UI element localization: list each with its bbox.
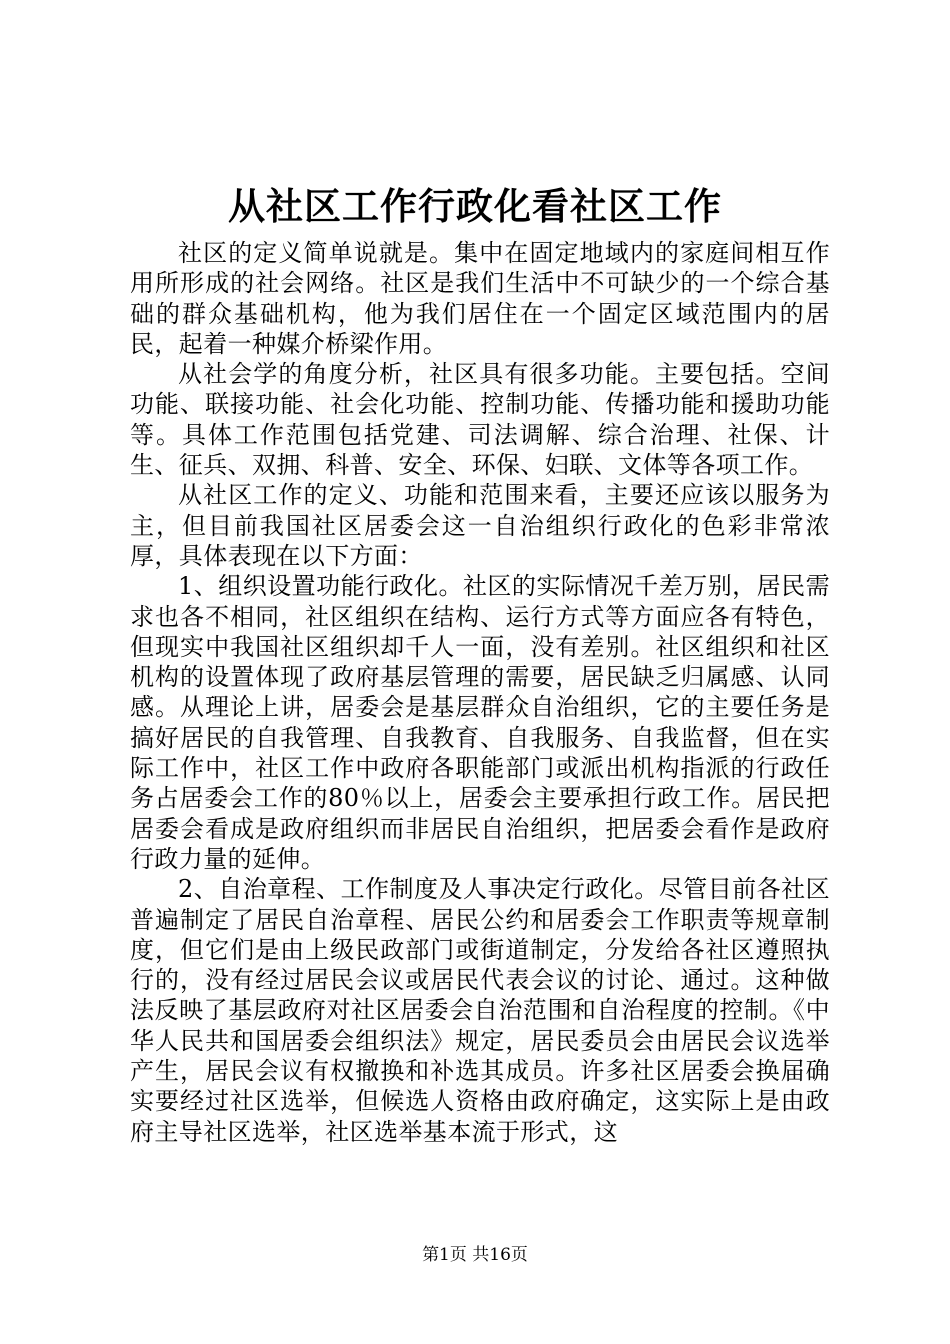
document-title: 从社区工作行政化看社区工作 (228, 184, 722, 228)
paragraph: 从社区工作的定义、功能和范围来看，主要还应该以服务为主，但目前我国社区居委会这一自治组织行政化的色彩非常浓厚，具体表现在以下方面： (130, 481, 830, 570)
page-number-footer: 第1页 共16页 (422, 1245, 528, 1265)
paragraph: 社区的定义简单说就是。集中在固定地域内的家庭间相互作用所形成的社会网络。社区是我们生活中不可缺少的一个综合基础的群众基础机构，他为我们居住在一个固定区域范围内的居民，起着一种媒介桥梁作用。 (130, 239, 830, 358)
paragraph: 2、自治章程、工作制度及人事决定行政化。尽管目前各社区普遍制定了居民自治章程、居民公约和居委会工作职责等规章制度，但它们是由上级民政部门或街道制定，分发给各社区遵照执行的，没有经过居民会议或居民代表会议的讨论、通过。这种做法反映了基层政府对社区居委会自治范围和自治程度的控制。《中华人民共和国居委会组织法》规定，居民委员会由居民会议选举产生，居民会议有权撤换和补选其成员。许多社区居委会换届确实要经过社区选举，但候选人资格由政府确定，这实际上是由政府主导社区选举，社区选举基本流于形式，这 (130, 875, 830, 1146)
document-body (130, 238, 830, 1147)
paragraph: 1、组织设置功能行政化。社区的实际情况千差万别，居民需求也各不相同，社区组织在结构、运行方式等方面应各有特色，但现实中我国社区组织却千人一面，没有差别。社区组织和社区机构的设置体现了政府基层管理的需要，居民缺乏归属感、认同感。从理论上讲，居委会是基层群众自治组织，它的主要任务是搞好居民的自我管理、自我教育、自我服务、自我监督，但在实际工作中，社区工作中政府各职能部门或派出机构指派的行政任务占居委会工作的80％以上，居委会主要承担行政工作。居民把居委会看成是政府组织而非居民自治组织，把居委会看作是政府行政力量的延伸。 (130, 572, 830, 873)
paragraph: 从社会学的角度分析，社区具有很多功能。主要包括。空间功能、联接功能、社会化功能、控制功能、传播功能和援助功能等。具体工作范围包括党建、司法调解、综合治理、社保、计生、征兵、双拥、科普、安全、环保、妇联、文体等各项工作。 (130, 360, 830, 480)
